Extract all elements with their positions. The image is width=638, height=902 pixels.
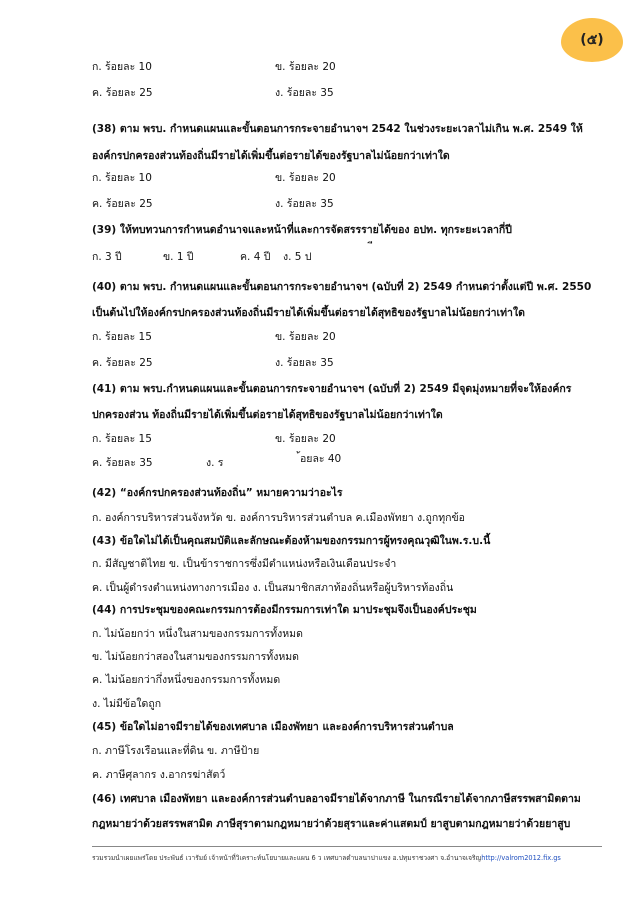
q40-option-a: ก. ร้อยละ 15 (92, 331, 152, 343)
q38-option-d: ง. ร้อยละ 35 (275, 198, 334, 210)
question-45-line-1: (45) ข้อใดไม่อาจมีรายได้ของเทศบาล เมืองพัทยา และองค์การบริหารส่วนตำบล (92, 721, 454, 733)
question-46-line-2: กฎหมายว่าด้วยสรรพสามิต ภาษีสุราตามกฎหมายว่าด้วยสุราและค่าแสตมป์ ยาสูบตามกฎหมายว่าด้วยยาสูบ (92, 818, 571, 830)
q42-options: ก. องค์การบริหารส่วนจังหวัด ข. องค์การบริหารส่วนตำบล ค.เมืองพัทยา ง.ถูกทุกข้อ (92, 512, 465, 524)
q41-option-d-part-2: ้อยละ 40 (300, 453, 342, 465)
q38-option-a: ก. ร้อยละ 10 (92, 172, 152, 184)
question-40-line-1: (40) ตาม พรบ. กำหนดแผนและขั้นตอนการกระจายอำนาจฯ (ฉบับที่ 2) 2549 กำหนดว่าตั้งแต่ปี พ.ศ. 2550 (92, 281, 592, 293)
option-b: ข. ร้อยละ 20 (275, 61, 336, 73)
footer-link[interactable]: http://valrom2012.fix.gs (481, 854, 561, 862)
q44-option-d: ง. ไม่มีข้อใดถูก (92, 698, 162, 710)
q44-option-b: ข. ไม่น้อยกว่าสองในสามของกรรมการทั้งหมด (92, 651, 299, 663)
page-number-badge (561, 18, 623, 62)
q43-options-1: ก. มีสัญชาติไทย ข. เป็นข้าราชการซึ่งมีตำแหน่งหรือเงินเดือนประจำ (92, 558, 397, 570)
footer-divider (92, 846, 602, 847)
q39-option-d: ง. 5 ป (283, 251, 312, 263)
question-38-line-2: องค์กรปกครองส่วนท้องถิ่นมีรายได้เพิ่มขึ้นต่อรายได้ของรัฐบาลไม่น้อยกว่าเท่าใด (92, 150, 450, 162)
question-41-line-2: ปกครองส่วน ท้องถิ่นมีรายได้เพิ่มขึ้นต่อรายได้สุทธิของรัฐบาลไม่น้อยกว่าเท่าใด (92, 409, 443, 421)
question-46-line-1: (46) เทศบาล เมืองพัทยา และองค์การส่วนตำบลอาจมีรายได้จากภาษี ในกรณีรายได้จากภาษีสรรพสามิตตาม (92, 793, 581, 805)
q41-option-b: ข. ร้อยละ 20 (275, 433, 336, 445)
q41-option-d-part-1: ง. ร (206, 457, 224, 469)
q41-option-a: ก. ร้อยละ 15 (92, 433, 152, 445)
q39-option-b: ข. 1 ปี (163, 251, 194, 263)
q38-option-b: ข. ร้อยละ 20 (275, 172, 336, 184)
q41-option-c: ค. ร้อยละ 35 (92, 457, 153, 469)
q45-options-1: ก. ภาษีโรงเรือนและที่ดิน ข. ภาษีป้าย (92, 745, 260, 757)
option-d: ง. ร้อยละ 35 (275, 87, 334, 99)
question-44-line-1: (44) การประชุมของคณะกรรมการต้องมีกรรมการเท่าใด มาประชุมจึงเป็นองค์ประชุม (92, 604, 477, 616)
footer (92, 853, 561, 863)
page-number: (๕) (580, 32, 604, 48)
q39-option-c: ค. 4 ปี (240, 251, 271, 263)
question-41-line-1: (41) ตาม พรบ.กำหนดแผนและขั้นตอนการกระจายอำนาจฯ (ฉบับที่ 2) 2549 มีจุดมุ่งหมายที่จะให้องค์กร (92, 383, 572, 395)
question-38-line-1: (38) ตาม พรบ. กำหนดแผนและขั้นตอนการกระจายอำนาจฯ 2542 ในช่วงระยะเวลาไม่เกิน พ.ศ. 2549 ให้ (92, 123, 583, 135)
q39-option-a: ก. 3 ปี (92, 251, 122, 263)
q45-options-2: ค. ภาษีศุลากร ง.อากรฆ่าสัตว์ (92, 769, 226, 781)
question-43-line-1: (43) ข้อใดไม่ได้เป็นคุณสมบัติและลักษณะต้องห้ามของกรรมการผู้ทรงคุณวุฒิในพ.ร.บ.นี้ (92, 535, 491, 547)
q38-option-c: ค. ร้อยละ 25 (92, 198, 153, 210)
q43-options-2: ค. เป็นผู้ดำรงตำแหน่งทางการเมือง ง. เป็นสมาชิกสภาท้องถิ่นหรือผู้บริหารท้องถิ่น (92, 582, 454, 594)
option-a: ก. ร้อยละ 10 (92, 61, 152, 73)
q44-option-a: ก. ไม่น้อยกว่า หนึ่งในสามของกรรมการทั้งหมด (92, 628, 303, 640)
footer-credit: รวมรวมนำเผยแพร่โดย ประพันธ์ เวารัมย์ เจ้าหน้าที่วิเคราะห์นโยบายและแผน 6 ว เทศบาลตำบลนาบ่าแขง อ.ปทุมราชวงศา จ.อำนาจเจริญ (92, 854, 482, 862)
q40-option-c: ค. ร้อยละ 25 (92, 357, 153, 369)
question-39-line-1: (39) ให้ทบทวนการกำหนดอำนาจและหน้าที่และการจัดสรรรายได้ของ อปท. ทุกระยะเวลากี่ปี (92, 224, 512, 236)
q44-option-c: ค. ไม่น้อยกว่ากึ่งหนึ่งของกรรมการทั้งหมด (92, 674, 281, 686)
q40-option-b: ข. ร้อยละ 20 (275, 331, 336, 343)
option-c: ค. ร้อยละ 25 (92, 87, 153, 99)
question-40-line-2: เป็นต้นไปให้องค์กรปกครองส่วนท้องถิ่นมีรายได้เพิ่มขึ้นต่อรายได้สุทธิของรัฐบาลไม่น้อยกว่าเท่าใด (92, 307, 525, 319)
q40-option-d: ง. ร้อยละ 35 (275, 357, 334, 369)
question-42-line-1: (42) “องค์กรปกครองส่วนท้องถิ่น” หมายความว่าอะไร (92, 487, 343, 499)
